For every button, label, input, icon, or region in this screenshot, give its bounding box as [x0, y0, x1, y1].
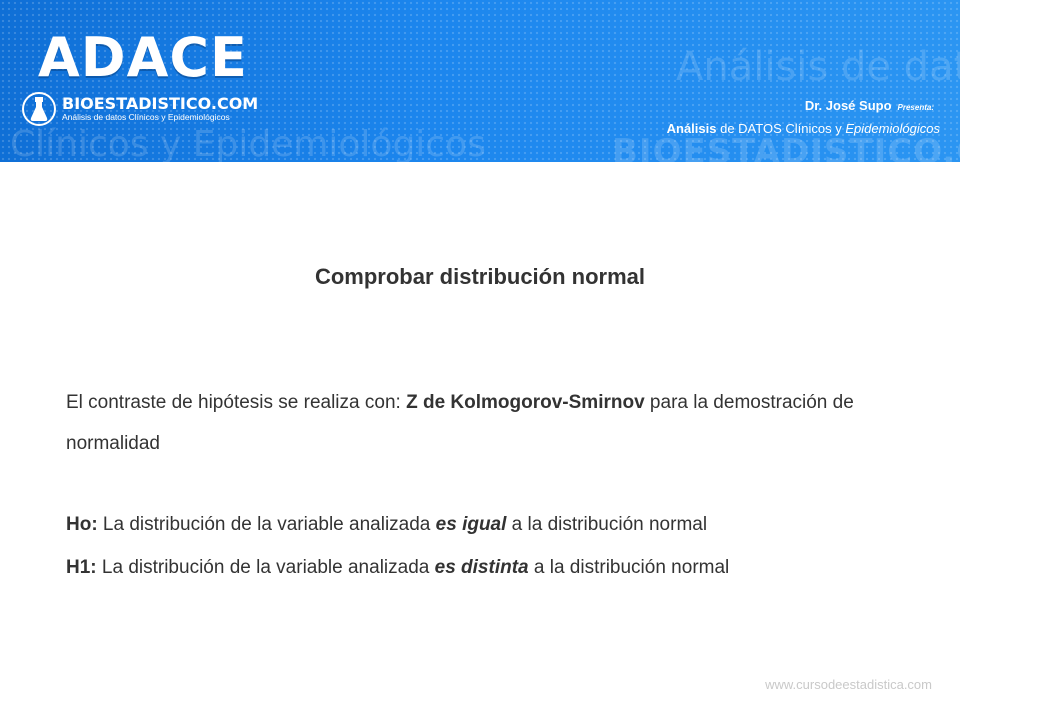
author	[805, 98, 934, 113]
intro-text: para la demostración de normalidad	[66, 392, 854, 454]
brand-block	[22, 92, 258, 126]
brand-name: BIOESTADISTICO.COM	[62, 93, 259, 113]
hypothesis-label: Ho:	[66, 514, 98, 535]
alternative-hypothesis	[66, 557, 926, 579]
presents-label: Presenta:	[897, 103, 934, 112]
hypothesis-text: a la distribución normal	[506, 514, 708, 535]
header-banner	[0, 0, 1047, 172]
intro-paragraph	[66, 382, 906, 464]
test-name: Z de Kolmogorov-Smirnov	[406, 392, 645, 413]
subtitle-part: Epidemiológicos	[845, 121, 940, 136]
brand-tagline: Análisis de datos Clínicos y Epidemiológicos	[62, 111, 230, 122]
banner-bg-text: Clínicos y Epidemiológicos	[10, 124, 486, 165]
hypothesis-text: La distribución de la variable analizada	[97, 514, 436, 535]
hypothesis-text: La distribución de la variable analizada	[96, 557, 435, 578]
flask-icon	[22, 92, 56, 126]
banner-bg-text: Análisis de datos	[676, 44, 1015, 90]
hypothesis-emphasis: es distinta	[434, 557, 529, 578]
author-name: Dr. José Supo	[804, 98, 892, 113]
subtitle-part: Análisis	[666, 121, 717, 136]
hypothesis-label: H1:	[66, 557, 97, 578]
null-hypothesis	[66, 514, 926, 536]
banner-bg-text: BIOESTADISTICO.COM	[612, 132, 1047, 172]
footer-url: www.cursodeestadistica.com	[765, 677, 932, 692]
intro-text: El contraste de hipótesis se realiza con:	[66, 392, 407, 413]
hypothesis-text: a la distribución normal	[528, 557, 730, 578]
slide-title: Comprobar distribución normal	[314, 264, 646, 289]
subtitle-part: de DATOS Clínicos y	[716, 121, 846, 136]
hypothesis-emphasis: es igual	[435, 514, 507, 535]
header-subtitle	[667, 121, 940, 136]
adace-logo: ADACE	[38, 26, 248, 89]
